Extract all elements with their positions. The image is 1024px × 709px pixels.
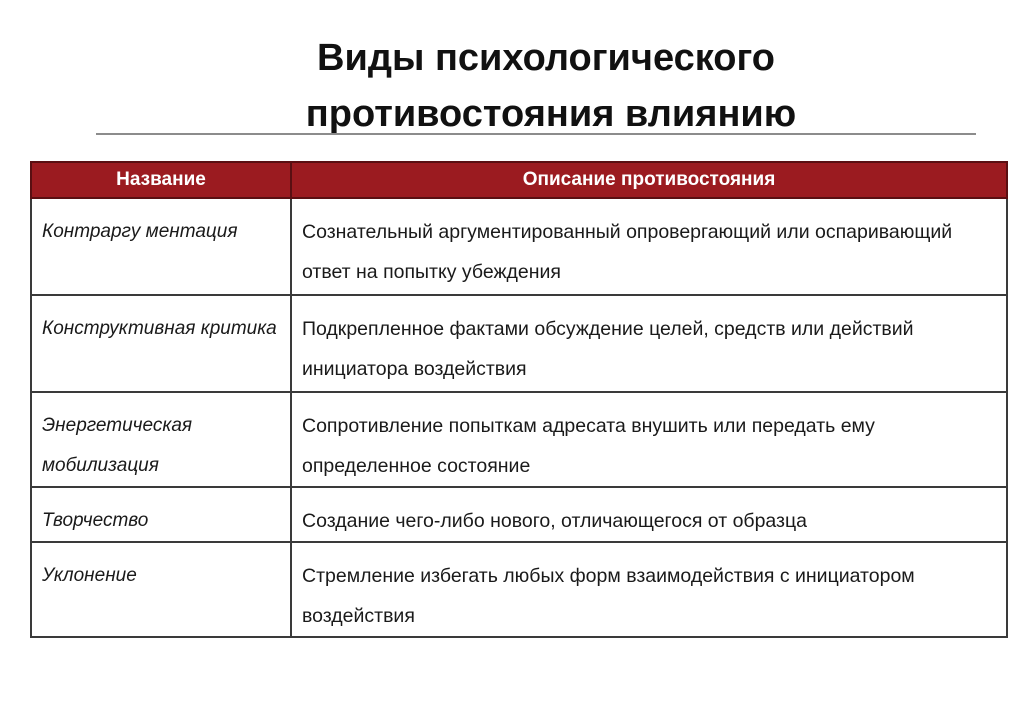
row-name-cell [31,198,291,295]
slide-title-line-1: Виды психологического [317,37,775,79]
row-description: Создание чего-либо нового, отличающегося от образца [302,510,808,532]
resistance-types-table [30,161,1008,638]
row-name: Творчество [42,510,149,531]
table-row [31,295,1007,392]
table-row [31,487,1007,542]
column-header-description: Описание противостояния [291,162,1007,198]
row-description-cell [291,487,1007,542]
table-row [31,542,1007,637]
row-description: Сознательный аргументированный опровергающий или оспаривающий ответ на попытку убеждения [302,221,953,283]
row-name: Уклонение [42,565,137,586]
row-description-cell [291,542,1007,637]
slide-title-line-2: противостояния влиянию [305,93,797,135]
row-name: Контраргу ментация [42,221,238,242]
row-description: Сопротивление попыткам адресата внушить или передать ему определенное состояние [302,415,875,477]
row-name-cell [31,392,291,487]
row-name-cell [31,542,291,637]
row-description-cell [291,295,1007,392]
row-name: Конструктивная критика [42,318,277,339]
title-divider [96,133,976,135]
row-description-cell [291,198,1007,295]
row-name-cell [31,295,291,392]
table-row [31,392,1007,487]
row-name-cell [31,487,291,542]
table-row [31,198,1007,295]
row-description: Подкрепленное фактами обсуждение целей, средств или действий инициатора воздействия [302,318,914,380]
row-name: Энергетическая мобилизация [42,415,193,476]
slide-title [96,30,996,142]
row-description-cell [291,392,1007,487]
row-description: Стремление избегать любых форм взаимодействия с инициатором воздействия [302,565,915,627]
table-header-row [31,162,1007,198]
column-header-name: Название [31,162,291,198]
